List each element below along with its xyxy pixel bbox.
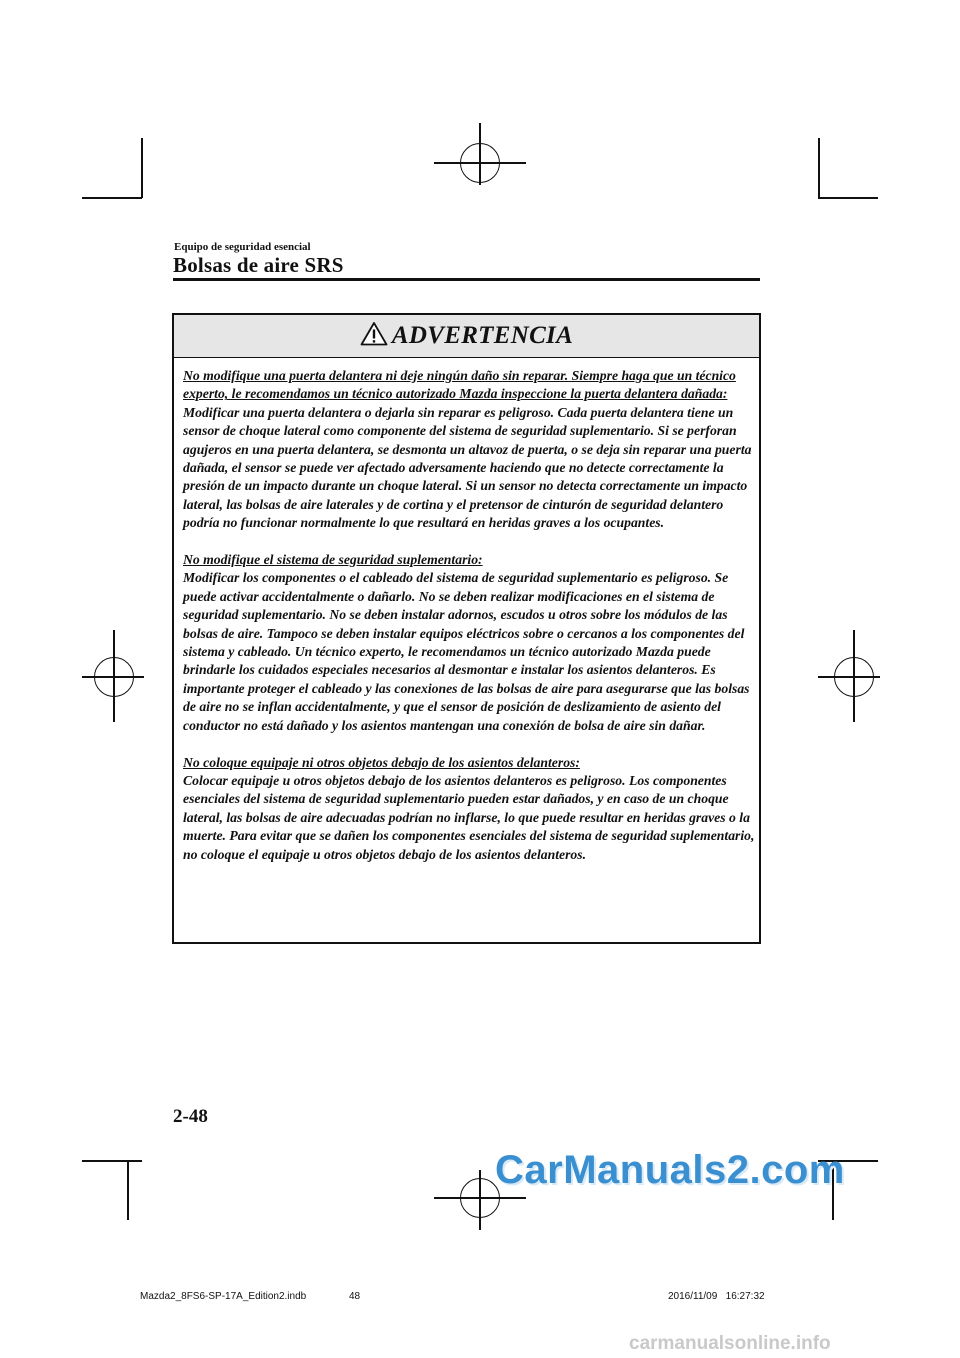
watermark-logo: CarManuals2.com — [495, 1148, 845, 1192]
warning-body — [183, 367, 755, 882]
warning-box — [172, 313, 761, 944]
crop-mark — [82, 1160, 142, 1162]
footer-page-ref: 48 — [349, 1291, 361, 1302]
warning-paragraph — [183, 367, 755, 533]
warning-triangle-icon — [360, 321, 392, 351]
warning-title: ADVERTENCIA — [391, 322, 574, 349]
crop-mark — [141, 138, 143, 198]
warning-paragraph — [183, 754, 755, 864]
paragraph-heading: No modifique el sistema de seguridad suplementario: — [183, 552, 483, 568]
page-title: Bolsas de aire SRS — [173, 253, 344, 277]
crop-mark — [818, 138, 820, 198]
warning-paragraph — [183, 551, 755, 735]
watermark-site: carmanualsonline.info — [629, 1333, 831, 1354]
paragraph-text: Modificar una puerta delantera o dejarla sin reparar es peligroso. Cada puerta delantera tiene un sensor de choque lateral como componente del sistema de seguridad suplementario. Si se perforan agujeros en una puerta delantera, se desmonta un altavoz de puerta, o se deja sin reparar una puerta dañada, el sensor se puede ver afectado adversamente haciendo que no detecte correctamente la presión de un impacto durante un choque lateral. Si un sensor no detecta correctamente un impacto lateral, las bolsas de aire laterales y de cortina y el pretensor de cinturón de seguridad delantero podría no funcionar normalmente lo que resultará en heridas graves a los ocupantes. — [183, 404, 752, 531]
paragraph-text: Colocar equipaje u otros objetos debajo de los asientos delanteros es peligroso. Los componentes esenciales del sistema de seguridad suplementario pueden estar dañados, y en caso de un choque lateral, las bolsas de aire adecuadas podrían no inflarse, lo que puede resultar en heridas graves o la muerte. Para evitar que se dañen los componentes esenciales del sistema de seguridad suplementario, no coloque el equipaje u otros objetos debajo de los asientos delanteros. — [183, 772, 755, 862]
paragraph-heading: No coloque equipaje ni otros objetos debajo de los asientos delanteros: — [183, 754, 580, 770]
crop-mark — [82, 197, 142, 199]
footer-filename: Mazda2_8FS6-SP-17A_Edition2.indb — [140, 1291, 307, 1302]
page-number: 2-48 — [173, 1106, 208, 1127]
paragraph-heading: No modifique una puerta delantera ni deje ningún daño sin reparar. Siempre haga que un técnico experto, le recomendamos un técnico autorizado Mazda inspeccione la puerta delantera dañada: — [183, 368, 736, 402]
warning-header — [174, 315, 759, 358]
footer-timestamp: 2016/11/09 16:27:32 — [668, 1291, 765, 1302]
section-label: Equipo de seguridad esencial — [174, 241, 311, 253]
paragraph-text: Modificar los componentes o el cableado del sistema de seguridad suplementario es peligroso. Se puede activar accidentalmente o dañarlo. No se deben realizar modificaciones en el sistema de seguridad suplementario. No se deben instalar adornos, escudos u otros sobre los módulos de las bolsas de aire. Tampoco se deben instalar equipos eléctricos sobre o cercanos a los componentes del sistema y cableado. Un técnico experto, le recomendamos un técnico autorizado Mazda puede brindarle los cuidados especiales necesarios al desmontar e instalar los asientos delanteros. Es importante proteger el cableado y las conexiones de las bolsas de aire para asegurarse que las bolsas de aire no se inflan accidentalmente, y que el sensor de posición de deslizamiento de asiento del conductor no está dañado y los asientos mantengan una conexión de bolsa de aire sin dañar. — [183, 570, 750, 733]
crop-mark — [127, 1160, 129, 1220]
crop-mark — [818, 197, 878, 199]
title-rule — [173, 278, 760, 281]
